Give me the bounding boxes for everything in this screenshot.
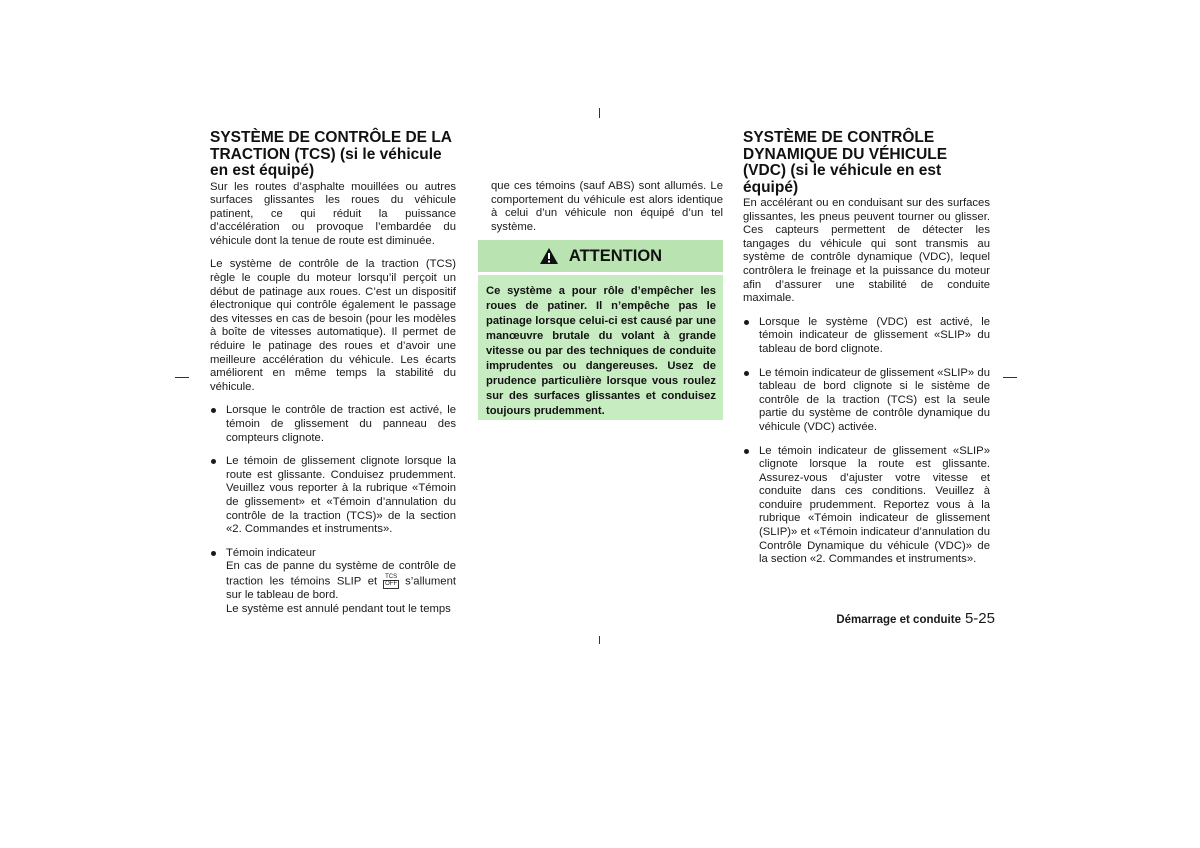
middle-paragraph: que ces témoins (sauf ABS) sont allumés. Le comportement du véhicule est alors identique à celui d’un véhicule non équipé d’un tel système.: [491, 180, 723, 233]
list-item-text: Le témoin de glissement clignote lorsque la route est glissante. Conduisez prudemment. Veuillez vous reporter à la rubrique «Témoin de glissement» et «Témoin d’annulation du contrôle de la traction (TCS)» de la section «2. Commandes et instruments».: [226, 455, 456, 536]
attention-header: [478, 240, 723, 275]
tcs-section-title: SYSTÈME DE CONTRÔLE DE LA TRACTION (TCS) (si le véhicule en est équipé): [210, 129, 452, 179]
crop-mark-top: [599, 108, 600, 118]
crop-mark-bottom: [599, 636, 600, 644]
page-number: 5-25: [964, 610, 995, 627]
list-item-text: Le témoin indicateur de glissement «SLIP» clignote lorsque la route est glissante. Assurez-vous d’ajuster votre vitesse et conduite dans ces conditions. Veuillez à conduire prudemment. Reportez vous à la rubrique «Témoin indicateur de glissement (SLIP)» et «Témoin indicateur d’annulation du Contrôle Dynamique du véhicule (VDC)» de la section «2. Commandes et instruments».: [759, 444, 990, 566]
list-item: [210, 547, 456, 616]
attention-text: Ce système a pour rôle d’empêcher les roues de patiner. Il n’empêche pas le patinage lorsque celui-ci est causé par une manœuvre brutale du volant à grande vitesse ou par des techniques de conduite imprudentes ou dangereuses. Usez de prudence particulière lorsque vous roulez sur des surfaces glissantes et conduisez toujours prudemment.: [486, 285, 716, 417]
list-item-text: Lorsque le contrôle de traction est activé, le témoin de glissement du panneau des compteurs clignote.: [226, 404, 456, 444]
list-item-text: s’allument sur le tableau de bord.: [226, 575, 456, 602]
tcs-icon-label: TCS: [385, 573, 398, 580]
bullet-icon: [211, 551, 216, 556]
tcs-paragraph-2: Le système de contrôle de la traction (TCS) règle le couple du moteur lorsqu’il perçoit un début de patinage aux roues. C’est un dispositif électronique qui contrôle également le passage des vitesses en cas de besoin (pour les modèles à boîte de vitesses automatique). Il permet de réduire le patinage des roues et d’avoir une meilleure accélération du véhicule. Les écarts améliorent en même temps la stabilité du véhicule.: [210, 258, 456, 393]
bullet-icon: [211, 408, 216, 413]
list-item-text: Le témoin indicateur de glissement «SLIP» du tableau de bord clignote si le sistème de contrôle de la traction (TCS) est la seule partie du système de contrôle dynamique du véhicule (VDC) activée.: [759, 366, 990, 433]
bullet-icon: [744, 449, 749, 454]
vdc-bullet-list: [743, 316, 990, 567]
list-item: [210, 404, 456, 445]
vdc-section-title: SYSTÈME DE CONTRÔLE DYNAMIQUE DU VÉHICULE (VDC) (si le véhicule en est équipé): [743, 129, 948, 196]
list-item: [743, 445, 990, 567]
middle-column: [491, 180, 723, 244]
footer-section-name: Démarrage et conduite: [836, 614, 961, 626]
right-column: [743, 130, 990, 577]
tcs-bullet-list: [210, 404, 456, 616]
warning-triangle-icon: [539, 247, 559, 265]
vdc-paragraph: En accélérant ou en conduisant sur des surfaces glissantes, les pneus peuvent tourner ou glisser. Ces capteurs permettent de détecter les tangages du véhicule qui sont transmis au système de contrôle dynamique (VDC), lequel contrôlera le freinage et la puissance du moteur afin d’assurer une stabilité de conduite maximale.: [743, 197, 990, 305]
off-icon-label: OFF: [385, 581, 398, 588]
bullet-icon: [211, 459, 216, 464]
list-item-text: Le système est annulé pendant tout le temps: [226, 602, 451, 615]
list-item-text: Lorsque le système (VDC) est activé, le témoin indicateur de glissement «SLIP» du tableau de bord clignote.: [759, 315, 990, 355]
left-column: [210, 130, 456, 616]
bullet-icon: [744, 320, 749, 325]
attention-box: [478, 240, 723, 420]
tcs-paragraph-1: Sur les routes d’asphalte mouillées ou autres surfaces glissantes les roues du véhicule patinent, ce qui réduit la puissance d’accélération ou provoque l’embardée du véhicule dont la tenue de route est diminuée.: [210, 180, 456, 247]
crop-mark-left: [175, 377, 189, 378]
tcs-off-icon: [383, 574, 399, 589]
list-item: [743, 316, 990, 357]
list-item-text: En cas de panne du système de contrôle de traction les témoins SLIP et: [226, 560, 456, 588]
crop-mark-right: [1003, 377, 1017, 378]
attention-title: ATTENTION: [568, 246, 663, 265]
bullet-icon: [744, 371, 749, 376]
list-item-title: Témoin indicateur: [226, 546, 316, 559]
page-footer: [820, 610, 995, 628]
list-item: [210, 455, 456, 537]
list-item: [743, 367, 990, 435]
